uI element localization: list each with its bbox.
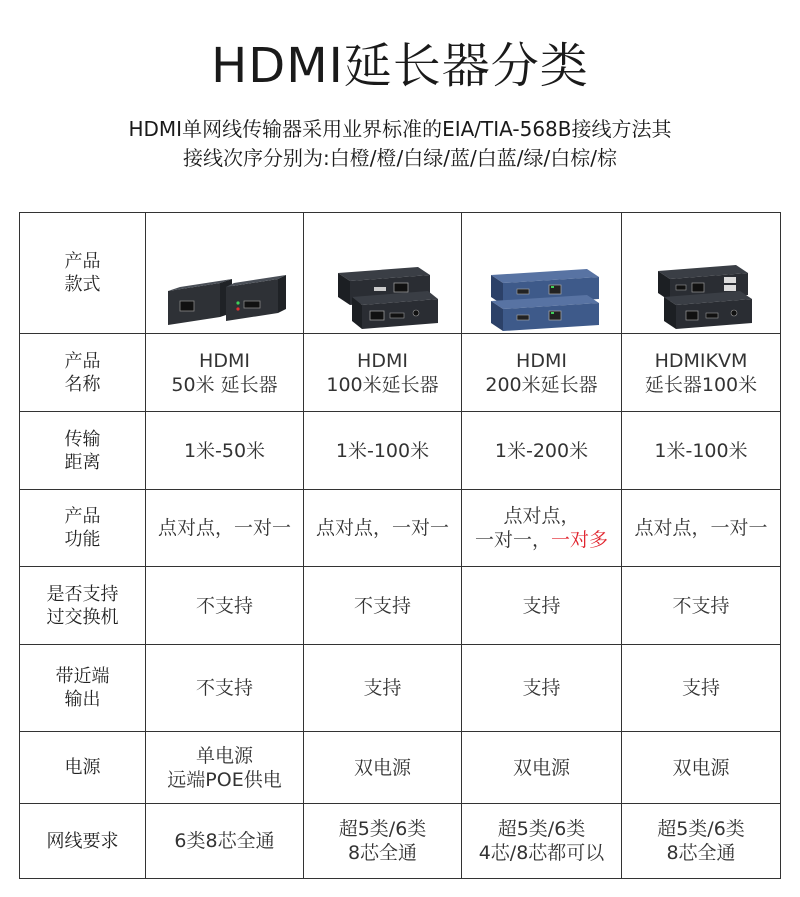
row-label: 带近端 输出 — [20, 645, 146, 732]
table-cell: 双电源 — [304, 732, 462, 804]
table-cell: 不支持 — [146, 645, 304, 732]
table-cell — [462, 490, 622, 567]
table-cell: 超5类/6类 4芯/8芯都可以 — [462, 804, 622, 879]
table-cell: 支持 — [462, 645, 622, 732]
table-cell: 点对点，一对一 — [146, 490, 304, 567]
blue-box-extender-image — [477, 237, 607, 309]
table-cell: 1米-50米 — [146, 412, 304, 490]
table-cell: 1米-100米 — [304, 412, 462, 490]
table-row-product-style — [20, 213, 781, 334]
table-cell: 不支持 — [146, 567, 304, 645]
table-cell: HDMI 200米延长器 — [462, 334, 622, 412]
product-image-cell — [622, 213, 781, 334]
comparison-table — [19, 212, 781, 879]
row-label: 网线要求 — [20, 804, 146, 879]
row-label: 产品 款式 — [20, 213, 146, 334]
table-row-cable-requirement — [20, 804, 781, 879]
black-kvm-extender-image — [636, 237, 766, 309]
row-label: 是否支持 过交换机 — [20, 567, 146, 645]
table-row-product-name — [20, 334, 781, 412]
table-row-local-output — [20, 645, 781, 732]
table-row-switch-support — [20, 567, 781, 645]
table-cell: 超5类/6类 8芯全通 — [304, 804, 462, 879]
table-cell: 不支持 — [622, 567, 781, 645]
table-cell: 1米-200米 — [462, 412, 622, 490]
row-label: 产品 功能 — [20, 490, 146, 567]
black-box-extender-image — [318, 237, 448, 309]
black-compact-extender-image — [160, 237, 290, 309]
table-cell: 支持 — [622, 645, 781, 732]
cell-highlight-text: 一对多 — [551, 529, 609, 551]
subtitle-line-2: 接线次序分别为:白橙/橙/白绿/蓝/白蓝/绿/白棕/棕 — [183, 146, 617, 170]
table-cell: 支持 — [304, 645, 462, 732]
product-image-cell — [462, 213, 622, 334]
table-cell: 点对点，一对一 — [622, 490, 781, 567]
table-cell: 6类8芯全通 — [146, 804, 304, 879]
table-cell: 点对点，一对一 — [304, 490, 462, 567]
row-label: 电源 — [20, 732, 146, 804]
table-cell: 双电源 — [622, 732, 781, 804]
table-row-function — [20, 490, 781, 567]
table-cell: 1米-100米 — [622, 412, 781, 490]
subtitle-line-1: HDMI单网线传输器采用业界标准的EIA/TIA-568B接线方法其 — [128, 117, 672, 141]
table-row-distance — [20, 412, 781, 490]
table-cell: 超5类/6类 8芯全通 — [622, 804, 781, 879]
table-row-power — [20, 732, 781, 804]
page-title: HDMI延长器分类 — [211, 38, 589, 94]
product-image-cell — [304, 213, 462, 334]
table-cell: HDMIKVM 延长器100米 — [622, 334, 781, 412]
row-label: 产品 名称 — [20, 334, 146, 412]
table-cell: HDMI 50米 延长器 — [146, 334, 304, 412]
table-cell: 支持 — [462, 567, 622, 645]
table-cell: HDMI 100米延长器 — [304, 334, 462, 412]
product-image-cell — [146, 213, 304, 334]
row-label: 传输 距离 — [20, 412, 146, 490]
table-cell: 双电源 — [462, 732, 622, 804]
table-cell: 单电源 远端POE供电 — [146, 732, 304, 804]
table-cell: 不支持 — [304, 567, 462, 645]
cell-text: 点对点， 一对一， — [474, 505, 580, 551]
